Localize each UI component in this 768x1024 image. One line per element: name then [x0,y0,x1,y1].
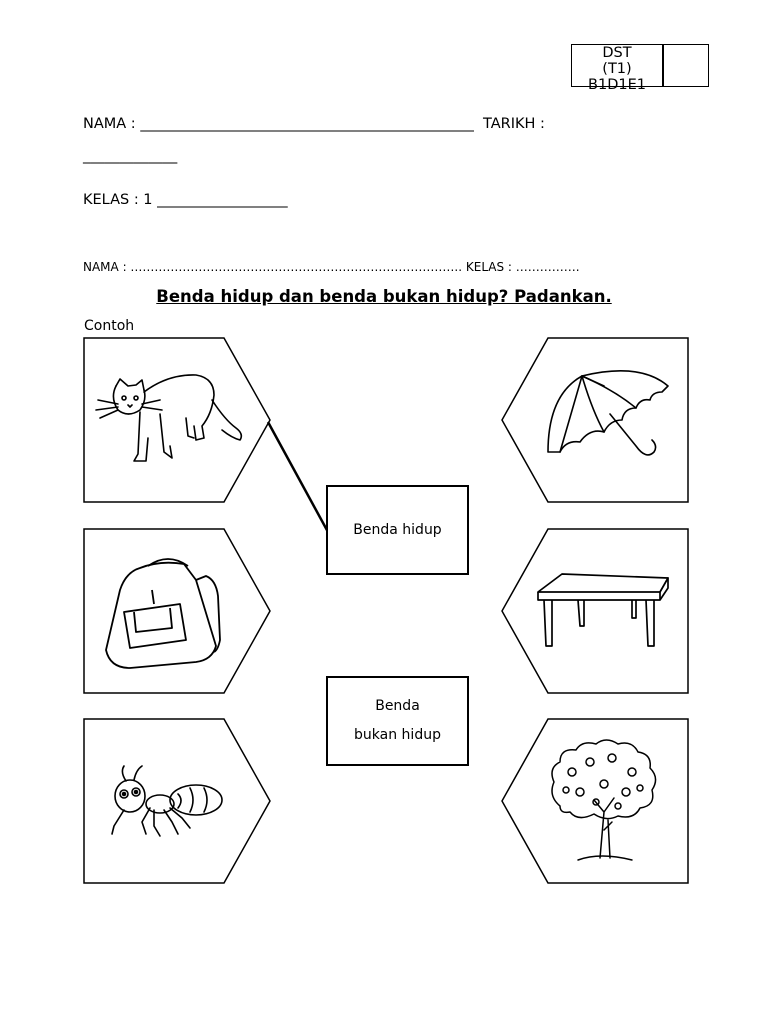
worksheet-title: Benda hidup dan benda bukan hidup? Padankan. [156,287,612,306]
tarikh-label: TARIKH : [473,116,545,132]
code-line-1: DST [602,45,632,61]
living-things-box[interactable] [326,485,469,575]
tarikh-field[interactable]: _____________ [83,148,178,164]
non-living-label-line-1: Benda [375,698,420,714]
right-card-1 [502,338,688,502]
example-match-line [268,422,328,532]
non-living-things-box[interactable] [326,676,469,766]
non-living-label-line-2: bukan hidup [354,727,441,743]
kelas-label: KELAS : 1 [83,192,158,208]
code-line-3: B1D1E1 [588,77,646,93]
kelas-field[interactable]: __________________ [157,192,288,208]
right-card-2 [502,529,688,693]
code-line-2: (T1) [602,61,632,77]
example-label: Contoh [84,318,135,334]
nama-label: NAMA : [83,116,141,132]
nama-kelas-line: NAMA : ……………………………………………………………………….. KELAS : ……………. [83,260,580,274]
left-card-2 [84,529,270,693]
left-card-1 [84,338,270,502]
living-things-label: Benda hidup [353,521,442,538]
left-card-3 [84,719,270,883]
nama-field[interactable]: ______________________________________________ [140,116,474,132]
